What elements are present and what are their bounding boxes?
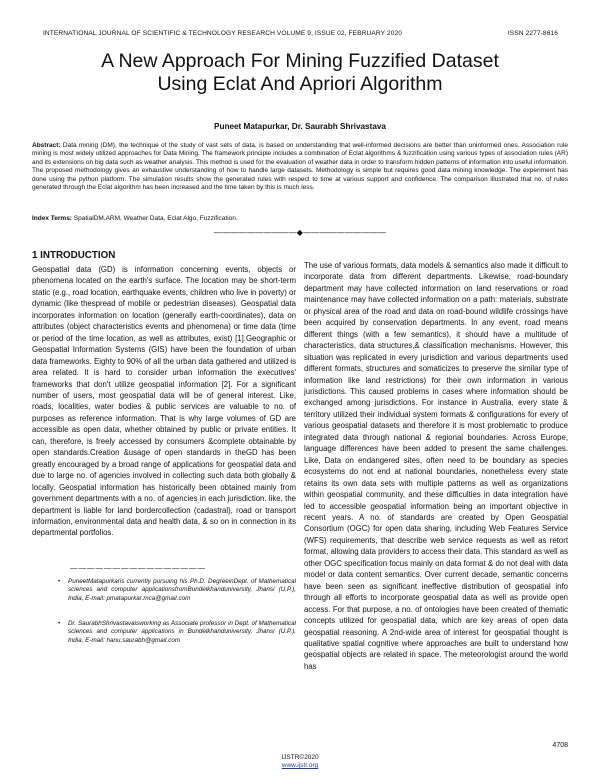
index-terms-label: Index Terms: (32, 215, 72, 222)
author-list: Puneet Matapurkar, Dr. Saurabh Shrivastava (213, 122, 386, 131)
footer-code: IJSTR©2020 (281, 754, 319, 761)
title-line-2: Using Eclat And Apriori Algorithm (157, 73, 443, 95)
footnote-text: Dr. SaurabhShrivastavaisworking as Associate professor in Dept. of Mathematical sciences and computer applications in Bundelkhanduniversity, Jhansi (U.P.), India, E-mail: hanu.saurabh@gmail.com (68, 620, 296, 644)
footnote-text: PuneetMatapurkaris currently pursuing his Ph.D. DegreeinDept. of Mathematical sciences and computer applicationsfromBundelkhanduniversity, Jhansi (U.P.), India, E-mail: pmatapurkar.mca@gmail.com (68, 578, 296, 602)
abstract-text: Data mining (DM), the technique of the study of vast sets of data, is based on understanding that well-informed decisions are better than uninformed ones. Association rule mining is most widely utilized approaches for Data Mining. The framework principle includes a combination of Eclat algorithms & fuzzification using various types of association rules (AR) and its extensions on big data such as weather analysis. This method is used for the evaluation of weather data in order to transform hidden patterns of information into useful information. The proposed methodology gives an exhaustive understanding of how to handle large datasets. Methodology is simple but requires good data mining knowledge. The experiment has done using the python platform. The simulation results show the generated rules with respect to time at various support and confidence. The comparison illustrated that no. of rules generated through the Eclat algorithm has been increased and the time taken by this is much less. (32, 142, 568, 192)
journal-header: INTERNATIONAL JOURNAL OF SCIENTIFIC & TECHNOLOGY RESEARCH VOLUME 9, ISSUE 02, FEBRUARY 2020 (43, 30, 403, 37)
section-divider: ——————————◆—————————— (213, 228, 387, 237)
index-terms (32, 215, 238, 222)
paper-title (0, 50, 600, 96)
footer-url-link[interactable]: www.ijstr.org (281, 762, 319, 769)
footnote-rule: ———————————————— (70, 563, 206, 572)
abstract-label: Abstract: (32, 142, 61, 149)
abstract (32, 142, 568, 193)
footer-url-wrap (0, 762, 600, 769)
title-line-1: A New Approach For Mining Fuzzified Dataset (101, 50, 499, 72)
section-heading: 1 INTRODUCTION (32, 250, 116, 261)
intro-left-column: Geospatial data (GD) is information concerning events, objects or phenomena located on the earth's surface. The location may be short-term static (e.g., road location, earthquake events, children who live in poverty) or dynamic (like thespread of mobile or pedestrian diseases). Geospatial data incorporates information on location (generally earth-coordinates), data on attributes (object characteristics events and phenomena) or time data (time or period of the time location, as well as attributes, exist) [1].Geographic or Geospatial Information Systems (GIS) have been the foundation of urban data frameworks. Eighty to 90% of all the urban data gathered and utilized is area related. It is hard to consider urban information the executives' frameworks that don't utilize geospatial information [2]. For a significant number of users, most geospatial data will be of general interest. Like, roads, localities, water bodies & public services are valuable to no. of purposes as reference information. That is why large volumes of GD are accessible as open data, whether obtained by public or private entities. It can, therefore, is freely accessed by consumers &complete obtainable by open standards.Creation &usage of open standards in theGD has been greatly encouraged by a broad range of applications for geospatial data and due to large no. of agencies involved in collecting such data both globally & locally. Geospatial information has historically been obtained mainly from government departments with a no. of agencies in each jurisdiction. like, the department is liable for land bordercollection (cadastral), road or transport information, environmental data and health data, & so on in connection in its departmental portfolios. (32, 265, 296, 538)
footnote-item (58, 620, 296, 645)
footnote-item (58, 578, 296, 603)
issn-label: ISSN 2277-8616 (507, 30, 558, 37)
page-number: 4708 (552, 742, 568, 749)
intro-right-column: The use of various formats, data models & semantics also made it difficult to incorporate data from different departments. Likewise, road-boundary department may have collected information on land reservations or road maintenance may have collected information on a path: materials, substrate or physical area of the road and data on road-bound wildlife crossings have been acquired by conservation departments. In any event, road means different things (with a few semantics), it should have a multitude of characteristics, data structures,& classification mechanisms. However, this situation was replicated in every jurisdiction and various departments used different formats, structures and somaticizes to preserve the similar type of information like land restrictions) for their own information in various jurisdictions. This caused problems in cases where information should be exchanged among jurisdictions. For instance in Australia, every state & territory utilized their individual system formats & configurations for every of various geospatial datasets and therefore it is most problematic to produce integrated data through national & regional boundaries. Across Europe, language differences have been added to present the same challenges. Like, Data on endangered sites, often need to be boundary as species ecosystems do not end at national boundaries, nonetheless every state retains its own data sets with multiple patterns as well as organizations within geospatial community, and these difficulties in data integration have led to accessible geospatial information being an important objective in recent years. A no. of standards are created by Open Geospatial Consortium (OGC) for open data sharing, including Web Features Service (WFS) requirements, that describe web service requests as well as retort format, allowing data providers to access their data. This standard as well as other OGC specification focus mainly on data format & do not deal with data model or data content semantics. Over current decade, semantic concerns have been seen as significant ineffective distribution of geospatial info through all efforts to incorporate geospatial data as well as provide open access. For that purpose, a no. of ontologies have been created of thematic concepts utilized for geospatial data, which are key areas of open data geospatial reasoning. A 2nd-wide area of interest for geospatial thought is qualitative spatial cognitive where approaches are built to understand how geospatial objects are related in space. The meteorologist around the world has (304, 261, 568, 671)
bullet-icon: • (58, 578, 61, 585)
bullet-icon: • (58, 620, 61, 627)
index-terms-text: SpatialDM,ARM, Weather Data, Eclat Algo, Fuzzification. (71, 215, 238, 222)
